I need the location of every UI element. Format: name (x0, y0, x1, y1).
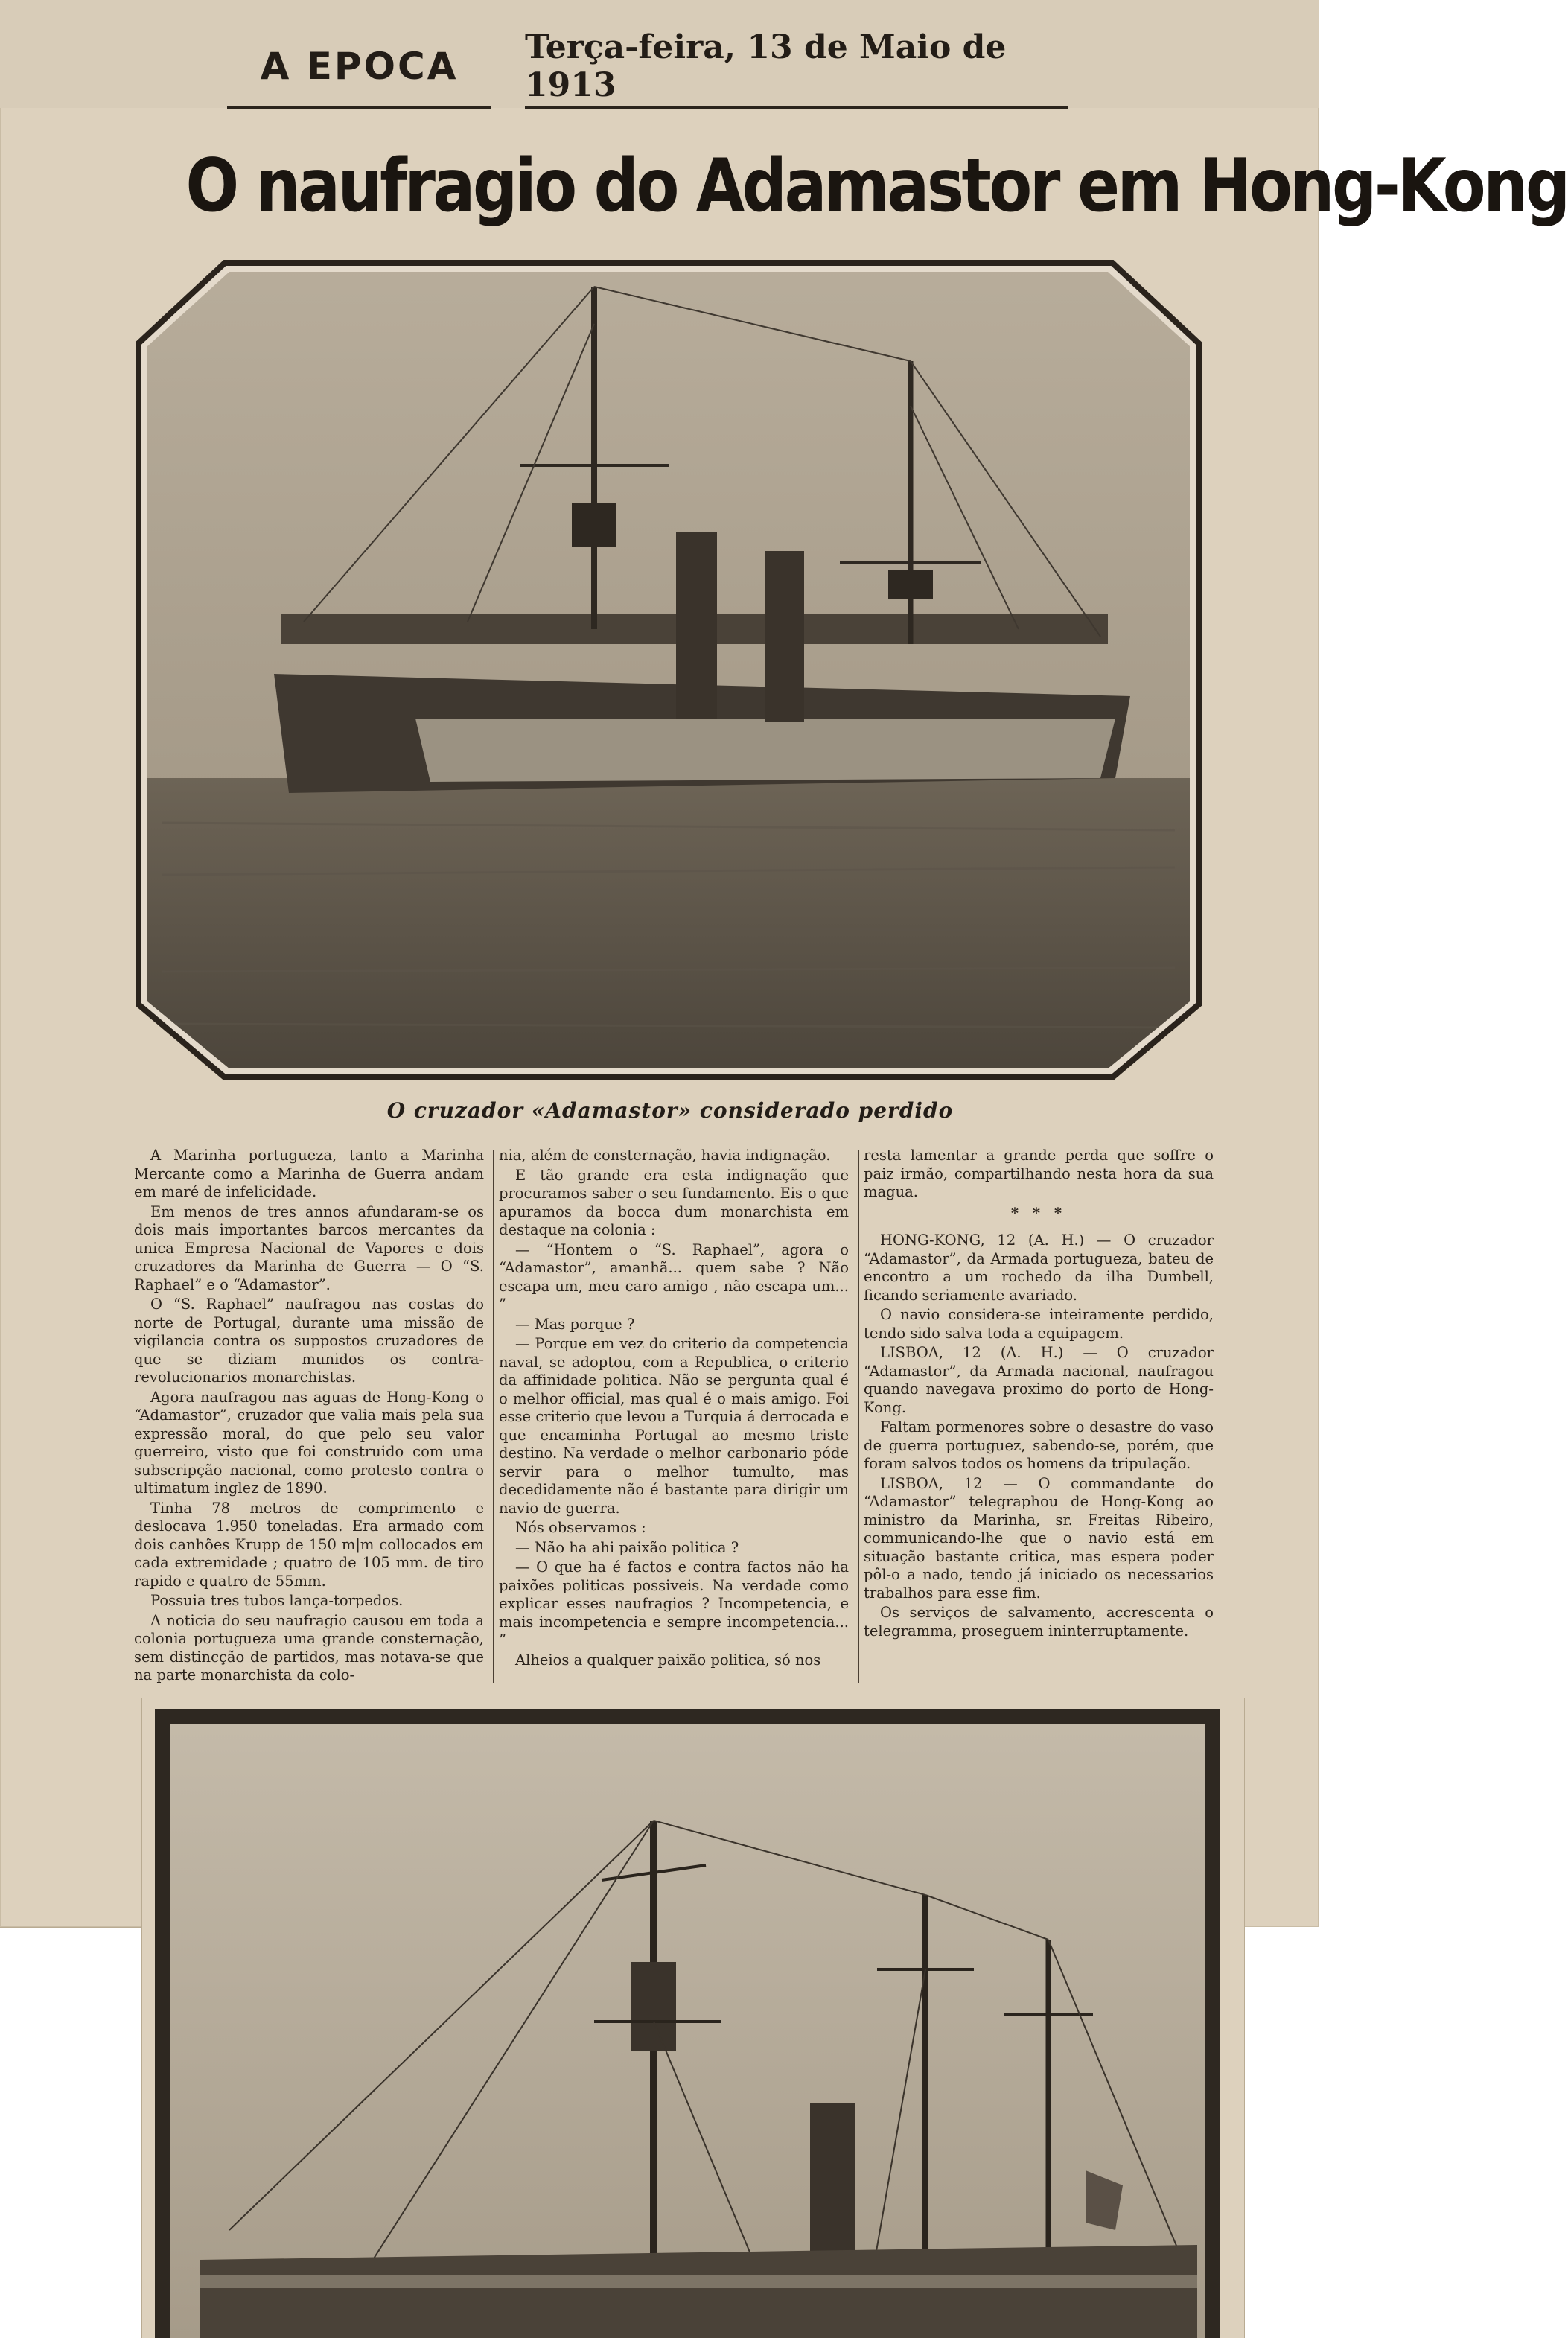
article-column-2 (499, 1147, 849, 1683)
paragraph: — “Hontem o “S. Raphael”, agora o “Adamastor”, amanhã... quem sabe ? Não escapa um, meu caro amigo , não escapa um... ” (499, 1240, 849, 1313)
paper-edge (0, 1927, 141, 1928)
news-dispatch: LISBOA, 12 (A. H.) — O cruzador “Adamastor”, da Armada nacional, naufragou quando navegava proximo do porto de Hong-Kong. (864, 1344, 1214, 1416)
paragraph: E tão grande era esta indignação que procuramos saber o seu fundamento. Eis o que apuramos da bocca dum monarchista em destaque na colonia : (499, 1166, 849, 1238)
paragraph: O “S. Raphael” naufragou nas costas do norte de Portugal, durante uma missão de vigilancia contra os suppostos cruzadores de que se diziam munidos os contra-revolucionarios monarchistas. (134, 1296, 484, 1386)
paragraph: — Mas porque ? (515, 1315, 635, 1333)
newspaper-masthead (227, 26, 491, 109)
paragraph: — O que ha é factos e contra factos não ha paixões politicas possiveis. Na verdade como explicar esses naufragios ? Incompetencia, e mais incompetencia e sempre incompetencia... ” (499, 1558, 849, 1649)
news-dispatch: HONG-KONG, 12 (A. H.) — O cruzador “Adamastor”, da Armada portugueza, bateu de encontro a um rochedo da ilha Dumbell, ficando seriamente avariado. (864, 1232, 1214, 1304)
second-ship-photo (155, 1709, 1220, 2338)
article-column-1 (134, 1147, 484, 1683)
article-headline: O naufragio do Adamastor em Hong-Kong (185, 144, 1568, 229)
paragraph: resta lamentar a grande perda que soffre o paiz irmão, compartilhando nesta hora da sua magua. (864, 1147, 1214, 1200)
paragraph: Alheios a qualquer paixão politica, só nos (515, 1651, 821, 1669)
news-dispatch: O navio considera-se inteiramente perdido, tendo sido salva toda a equipagem. (864, 1306, 1214, 1342)
paragraph: A noticia do seu naufragio causou em toda a colonia portugueza uma grande consternação, sem distincção de partidos, mas notava-se que na parte monarchista da colo- (134, 1611, 484, 1684)
news-dispatch: Os serviços de salvamento, accrescenta o telegramma, proseguem ininterruptamente. (864, 1604, 1214, 1640)
article-column-3 (864, 1147, 1214, 1683)
paragraph: Agora naufragou nas aguas de Hong-Kong o “Adamastor”, cruzador que valia mais pela sua expressão moral, do que pelo seu valor guerreiro, visto que foi construido com uma subscripção nacional, como protesto contra o ultimatum inglez de 1890. (134, 1388, 484, 1497)
newspaper-name: A EPOCA (260, 45, 459, 88)
paragraph: — Porque em vez do criterio da competencia naval, se adoptou, com a Republica, o criterio da affinidade politica. Não se pergunta qual é o melhor official, mas qual é o mais amigo. Foi esse criterio que levou a Turquia á derrocada e que encaminha Portugal ao mesmo triste destino. Na verdade o melhor carbonario póde servir para o melhor tumulto, mas decedidamente não é bastante para dirigir um navio de guerra. (499, 1335, 849, 1517)
paragraph: Nós observamos : (515, 1519, 646, 1536)
section-separator: * * * (1010, 1204, 1067, 1222)
paragraph: nia, além de consternação, havia indignação. (499, 1147, 831, 1164)
article-body (134, 1147, 1221, 1683)
photo-caption: O cruzador «Adamastor» considerado perdido (386, 1098, 954, 1123)
paragraph: — Não ha ahi paixão politica ? (515, 1538, 739, 1556)
paragraph: Tinha 78 metros de comprimento e deslocava 1.950 toneladas. Era armado com dois canhões Krupp de 150 m|m collocados em cada extremidade ; quatro de 105 mm. de tiro rapido e quatro de 55mm. (134, 1499, 484, 1590)
issue-date: Terça-feira, 13 de Maio de 1913 (525, 26, 1068, 109)
cruiser-photo (133, 257, 1205, 1083)
paragraph: Possuia tres tubos lança-torpedos. (150, 1592, 404, 1609)
news-dispatch: LISBOA, 12 — O commandante do “Adamastor” telegraphou de Hong-Kong ao ministro da Marinha, sr. Freitas Ribeiro, communicando-lhe que o navio está em situação bastante critica, mas espera poder pôl-o a nado, tendo já iniciado os necessarios trabalhos para esse fim. (864, 1474, 1214, 1602)
paragraph: Em menos de tres annos afundaram-se os dois mais importantes barcos mercantes da unica Empresa Nacional de Vapores e dois cruzadores da Marinha de Guerra — O “S. Raphael” e o “Adamastor”. (134, 1203, 484, 1293)
news-dispatch: Faltam pormenores sobre o desastre do vaso de guerra portuguez, sabendo-se, porém, que foram salvos todos os homens da tripulação. (864, 1418, 1214, 1472)
paragraph: A Marinha portugueza, tanto a Marinha Mercante como a Marinha de Guerra andam em maré de infelicidade. (134, 1147, 484, 1200)
